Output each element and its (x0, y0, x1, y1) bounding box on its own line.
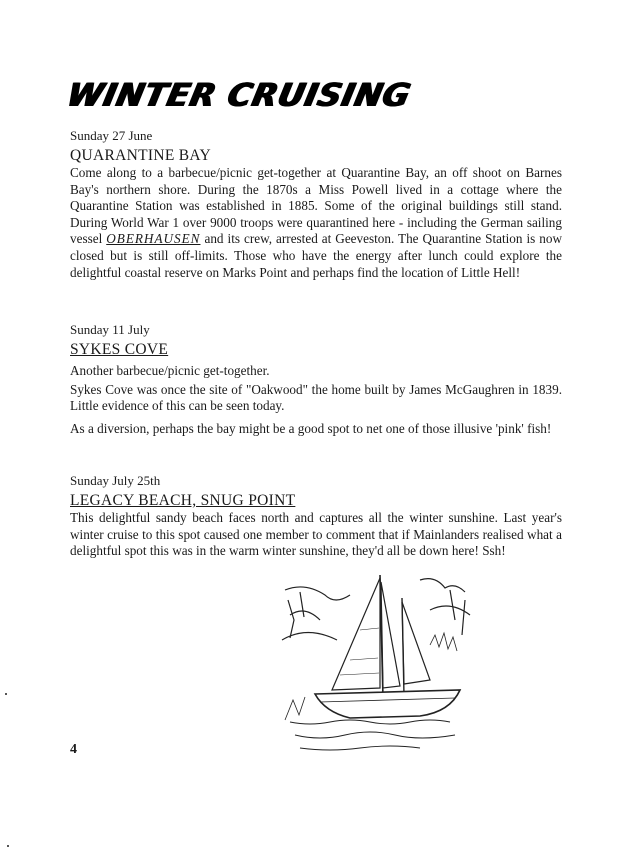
section-quarantine-bay (70, 128, 562, 281)
section-date: Sunday 27 June (70, 128, 153, 143)
section-heading: QUARANTINE BAY (70, 147, 211, 164)
section-paragraph (70, 165, 562, 281)
scan-speck (7, 845, 9, 847)
section-date: Sunday July 25th (70, 473, 161, 488)
section-date: Sunday 11 July (70, 322, 150, 337)
page-number: 4 (70, 742, 77, 757)
section-heading: SYKES COVE (70, 341, 169, 358)
section-legacy-beach (70, 473, 562, 560)
ship-name: OBERHAUSEN (106, 231, 201, 247)
paragraph-text: and its crew, arrested at Geeveston. The Quarantine Station is now closed but is still off-limits. Those who have the energy after lunch could explore the delightful coastal reserve on Marks Point and perhaps find the location of Little Hell! (70, 231, 562, 280)
section-paragraph: This delightful sandy beach faces north and captures all the winter sunshine. Last year's winter cruise to this spot caused one member to comment that if Mainlanders realised what a delightful spot this was in the warm winter sunshine, they'd all be down here! Ssh! (70, 510, 562, 559)
page-title: WINTER CRUISING (63, 76, 415, 114)
section-heading: LEGACY BEACH, SNUG POINT (70, 492, 296, 509)
section-paragraph: As a diversion, perhaps the bay might be a good spot to net one of those illusive 'pink' fish! (70, 420, 552, 436)
section-paragraph: Sykes Cove was once the site of "Oakwood" the home built by James McGaughren in 1839. Little evidence of this can be seen today. (70, 381, 562, 414)
section-paragraph: Another barbecue/picnic get-together. (70, 363, 270, 378)
scan-speck (5, 693, 7, 695)
sailboat-sketch (280, 570, 480, 755)
paragraph-text: Come along to a barbecue/picnic get-together at Quarantine Bay, an off shoot on Barnes Bay's northern shore. During the 1870s a Miss Powell lived in a cottage where the Quarantine Station was established in 1885. Some of the original buildings still stand. During World War 1 over 9000 troops were quarantined here - including the German sailing vessel (70, 165, 562, 247)
section-sykes-cove (70, 322, 562, 437)
